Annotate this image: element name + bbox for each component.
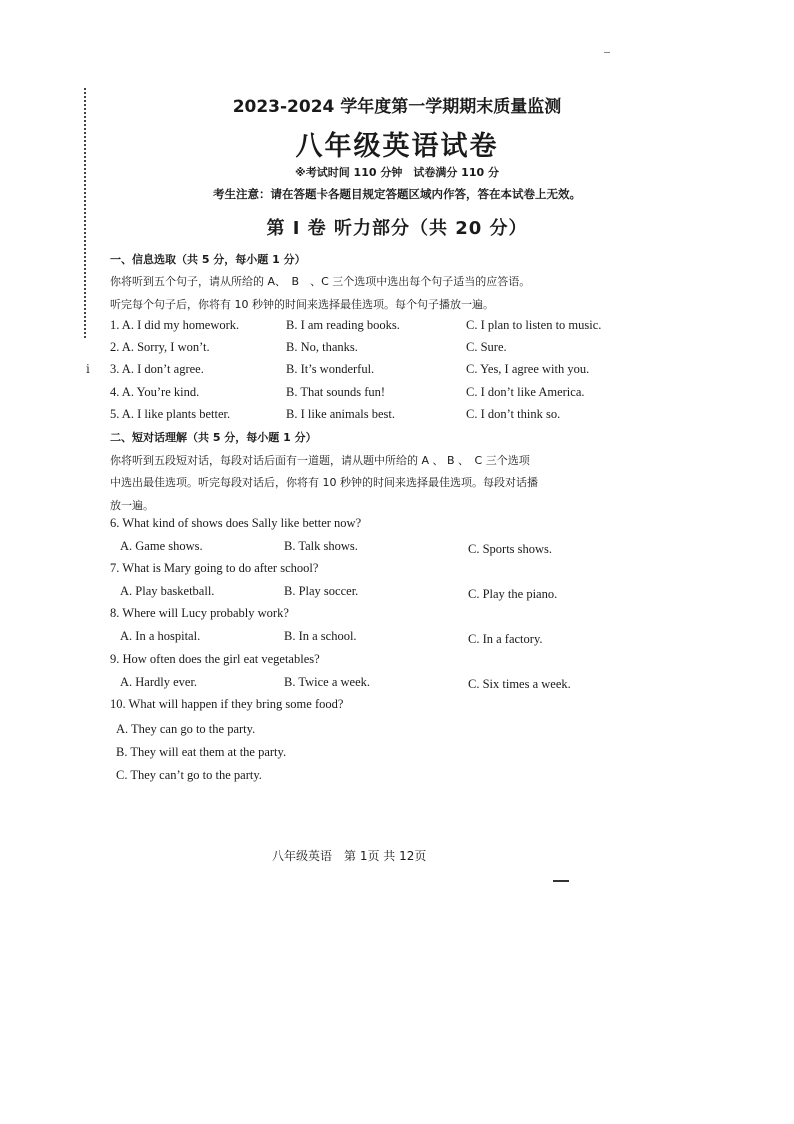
scan-mark bbox=[553, 880, 569, 882]
option-c: C. Play the piano. bbox=[468, 587, 558, 601]
option-b: B. In a school. bbox=[284, 629, 357, 643]
option-b: B. Play soccer. bbox=[284, 584, 359, 598]
option-a: 2. A. Sorry, I won’t. bbox=[110, 340, 210, 354]
option-c: C. I don’t like America. bbox=[466, 385, 585, 399]
option-c: C. Sure. bbox=[466, 340, 507, 354]
option-a: A. Play basketball. bbox=[120, 584, 215, 598]
option-a: A. Game shows. bbox=[120, 539, 203, 553]
margin-mark: ⅰ bbox=[86, 362, 90, 376]
section2-instruction: 中选出最佳选项。听完每段对话后，你将有 10 秒钟的时间来选择最佳选项。每段对话播 bbox=[110, 476, 538, 489]
option-b: B. It’s wonderful. bbox=[286, 362, 375, 376]
section1-instruction: 听完每个句子后，你将有 10 秒钟的时间来选择最佳选项。每个句子播放一遍。 bbox=[110, 298, 494, 311]
option-a: A. Hardly ever. bbox=[120, 675, 198, 689]
option-c: C. Yes, I agree with you. bbox=[466, 362, 590, 376]
paper-title: 八年级英语试卷 bbox=[295, 131, 499, 162]
option-c: C. In a factory. bbox=[468, 632, 543, 646]
section2-instruction: 放一遍。 bbox=[110, 499, 154, 512]
part-title: 第 I 卷 听力部分（共 20 分） bbox=[266, 218, 528, 239]
section1-heading: 一、信息选取（共 5 分，每小题 1 分） bbox=[110, 253, 306, 266]
option-b: B. No, thanks. bbox=[286, 340, 358, 354]
option-a: A. In a hospital. bbox=[120, 629, 201, 643]
option-c: C. They can’t go to the party. bbox=[116, 768, 262, 782]
question-stem: 8. Where will Lucy probably work? bbox=[110, 606, 289, 620]
option-a: A. They can go to the party. bbox=[116, 722, 256, 736]
exam-title: 2023-2024 学年度第一学期期末质量监测 bbox=[232, 97, 562, 117]
option-b: B. I like animals best. bbox=[286, 407, 396, 421]
option-b: B. That sounds fun! bbox=[286, 385, 386, 399]
option-b: B. I am reading books. bbox=[286, 318, 400, 332]
option-a: 3. A. I don’t agree. bbox=[110, 362, 204, 376]
option-c: C. Six times a week. bbox=[468, 677, 571, 691]
question-stem: 6. What kind of shows does Sally like better now? bbox=[110, 516, 362, 530]
option-c: C. I don’t think so. bbox=[466, 407, 561, 421]
section2-heading: 二、短对话理解（共 5 分，每小题 1 分） bbox=[110, 431, 317, 444]
option-a: 5. A. I like plants better. bbox=[110, 407, 231, 421]
scan-mark bbox=[604, 52, 610, 53]
section2-instruction: 你将听到五段短对话，每段对话后面有一道题，请从题中所给的 A 、 B 、 C 三个选项 bbox=[110, 454, 530, 467]
option-c: C. I plan to listen to music. bbox=[466, 318, 602, 332]
option-a: 4. A. You’re kind. bbox=[110, 385, 200, 399]
option-b: B. Twice a week. bbox=[284, 675, 371, 689]
question-stem: 7. What is Mary going to do after school? bbox=[110, 561, 319, 575]
exam-info: ※考试时间 110 分钟 试卷满分 110 分 bbox=[295, 166, 499, 179]
option-c: C. Sports shows. bbox=[468, 542, 553, 556]
option-b: B. Talk shows. bbox=[284, 539, 358, 553]
option-b: B. They will eat them at the party. bbox=[116, 745, 287, 759]
exam-notice: 考生注意：请在答题卡各题目规定答题区域内作答，答在本试卷上无效。 bbox=[213, 187, 581, 201]
question-stem: 10. What will happen if they bring some food? bbox=[110, 697, 344, 711]
question-stem: 9. How often does the girl eat vegetables? bbox=[110, 652, 320, 666]
option-a: 1. A. I did my homework. bbox=[110, 318, 240, 332]
page-footer: 八年级英语 第 1页 共 12页 bbox=[272, 849, 427, 863]
section1-instruction: 你将听到五个句子，请从所给的 A、 B 、C 三个选项中选出每个句子适当的应答语。 bbox=[110, 275, 531, 288]
